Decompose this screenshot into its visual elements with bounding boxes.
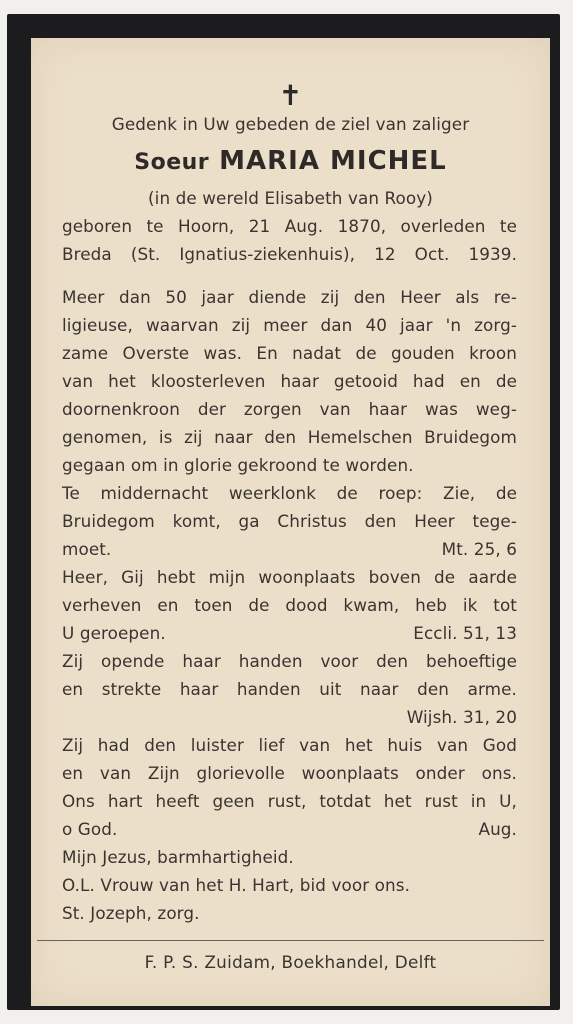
body-line: Te middernacht weerklonk de roep: Zie, de — [62, 483, 517, 503]
scripture-reference: Eccli. 51, 13 — [413, 623, 517, 643]
body-line: van het kloosterleven haar getooid had en de — [62, 371, 517, 391]
quote-row — [62, 541, 517, 558]
quote-text: o God. — [62, 819, 118, 839]
quote-text: U geroepen. — [62, 623, 166, 643]
quote-line: Zij had den luister lief van het huis van God — [62, 735, 517, 755]
quote-line: Zij opende haar handen voor den behoeftige — [62, 651, 517, 671]
name-text: MARIA MICHEL — [219, 146, 447, 176]
body-line: doornenkroon der zorgen van haar was weg- — [62, 399, 517, 419]
quote-line: verheven en toen de dood kwam, heb ik tot — [62, 595, 517, 615]
body-line: Bruidegom komt, ga Christus den Heer tege- — [62, 511, 517, 531]
body-line: genomen, is zij naar den Hemelschen Bruidegom — [62, 427, 517, 447]
prayer-line: Mijn Jezus, barmhartigheid. — [62, 847, 294, 867]
body-line: Meer dan 50 jaar diende zij den Heer als re- — [62, 287, 517, 307]
scripture-reference: Mt. 25, 6 — [441, 539, 517, 559]
body-line: gegaan om in glorie gekroond te worden. — [62, 455, 414, 475]
quote-line: en strekte haar handen uit naar den arme. — [62, 679, 517, 699]
quote-text: moet. — [62, 539, 112, 559]
heading: Gedenk in Uw gebeden de ziel van zaliger — [111, 114, 470, 134]
cross-icon: ✝ — [278, 79, 303, 112]
memorial-card — [7, 14, 560, 1010]
quote-line: en van Zijn glorievolle woonplaats onder ons. — [62, 763, 517, 783]
printer-imprint: F. P. S. Zuidam, Boekhandel, Delft — [144, 952, 437, 972]
prayer-line: St. Jozeph, zorg. — [62, 903, 200, 923]
quote-row — [62, 625, 517, 642]
quote-line: Ons hart heeft geen rust, totdat het rust in U, — [62, 791, 517, 811]
card-paper — [31, 38, 550, 1006]
name-prefix: Soeur — [134, 150, 210, 175]
birth-line: geboren te Hoorn, 21 Aug. 1870, overleden te — [62, 216, 517, 236]
scripture-reference: Aug. — [478, 819, 517, 839]
worldly-name: (in de wereld Elisabeth van Rooy) — [148, 188, 433, 208]
body-line: zame Overste was. En nadat de gouden kroon — [62, 343, 517, 363]
body-line: ligieuse, waarvan zij meer dan 40 jaar 'n zorg- — [62, 315, 517, 335]
prayer-line: O.L. Vrouw van het H. Hart, bid voor ons. — [62, 875, 411, 895]
divider — [37, 940, 544, 941]
quote-row — [62, 821, 517, 838]
scripture-reference: Wijsh. 31, 20 — [406, 707, 517, 727]
death-line: Breda (St. Ignatius-ziekenhuis), 12 Oct. 1939. — [62, 244, 517, 264]
quote-line: Heer, Gij hebt mijn woonplaats boven de aarde — [62, 567, 517, 587]
deceased-name — [31, 148, 550, 174]
